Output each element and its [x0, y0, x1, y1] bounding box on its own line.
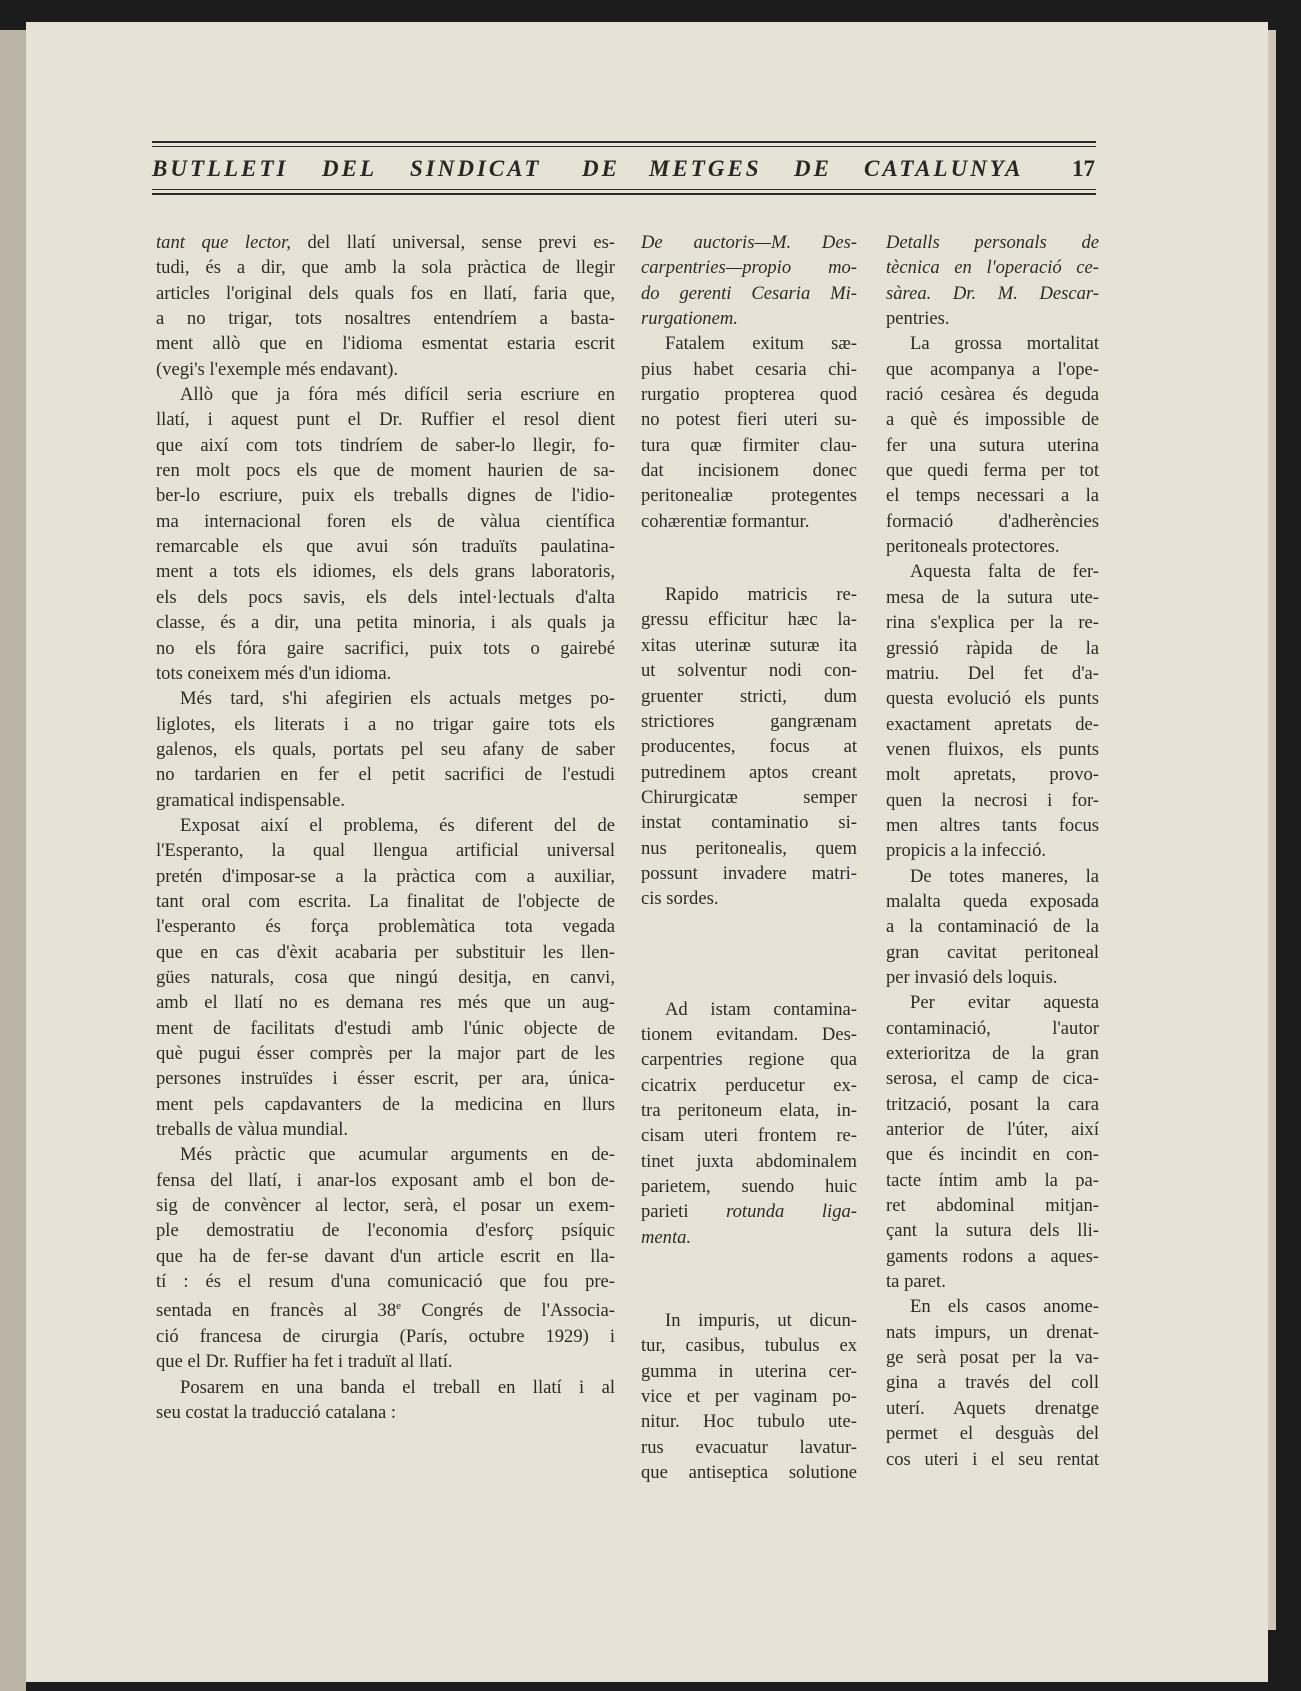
text-line: De totes maneres, la	[910, 865, 1099, 887]
text-line: gumma in uterina cer-	[641, 1360, 857, 1382]
text-line: Més pràctic que acumular arguments en de-	[180, 1144, 615, 1166]
header-word: METGES	[649, 156, 762, 181]
text-line: gressu efficitur hæc la-	[641, 609, 857, 631]
text-line: ple demostratiu de l'economia d'esforç psíquic	[156, 1220, 615, 1242]
text-line: classe, és a dir, una petita minoria, i als quals ja	[156, 612, 615, 634]
text-line: que acompanya a l'ope-	[886, 358, 1099, 380]
text-line: sàrea. Dr. M. Descar-	[886, 282, 1099, 304]
text-line: l'esperanto és força problemàtica tota vegada	[156, 916, 615, 938]
page-right-edge	[1268, 30, 1276, 1630]
text-line: a què és impossible de	[886, 409, 1099, 431]
text-line: propicis a la infecció.	[886, 840, 1047, 862]
text-line: cos uteri i el seu rentat	[886, 1448, 1099, 1470]
text-line: l'Esperanto, la qual llengua artificial universal	[156, 840, 615, 862]
header-word: BUTLLETI	[152, 156, 289, 181]
text-line: gressió ràpida de la	[886, 637, 1099, 659]
text-line: molt apretats, provo-	[886, 764, 1099, 786]
text-line: peritoneals protectores.	[886, 536, 1060, 558]
text-line: permet el desguàs del	[886, 1423, 1099, 1445]
text-line: treballs de vàlua mundial.	[156, 1119, 349, 1141]
text-line: Aquesta falta de fer-	[910, 561, 1099, 583]
text-line: trització, posant la cara	[886, 1093, 1099, 1115]
text-line: ció francesa de cirurgia (París, octubre 1929) i	[156, 1325, 615, 1347]
text-line: malalta queda exposada	[886, 890, 1099, 912]
text-line: pentries.	[886, 308, 950, 330]
text-line: que quedi ferma per tot	[886, 460, 1099, 482]
text-line: serosa, el camp de cica-	[886, 1068, 1099, 1090]
text-line: Fatalem exitum sæ-	[665, 333, 857, 355]
text-line: En els casos anome-	[910, 1296, 1099, 1318]
text-line: ber-lo escriure, puix els treballs dignes de l'idio-	[156, 485, 615, 507]
text-line: remarcable els que avui són traduïts paulatina-	[156, 536, 615, 558]
text-line: De auctoris—M. Des-	[641, 232, 857, 253]
text-line: Detalls personals de	[886, 232, 1099, 253]
text-line: què pugui ésser comprès per la major part de les	[156, 1043, 615, 1064]
text-line: do gerenti Cesaria Mi-	[641, 282, 857, 304]
text-line: ren molt pocs els que de moment haurien de sa-	[156, 460, 615, 482]
column-catalan-intro	[156, 230, 615, 1425]
text-line: instat contaminatio si-	[641, 812, 857, 834]
text-line: exactament apretats de-	[886, 713, 1099, 735]
text-line: carpentries—propio mo-	[641, 257, 857, 279]
text-line: matriu. Del fet d'a-	[886, 662, 1099, 684]
text-line: questa evolució els punts	[886, 688, 1099, 710]
text-line: tots coneixem més d'un idioma.	[156, 662, 392, 684]
text-line: tura quæ firmiter clau-	[641, 434, 857, 456]
text-line: tant que lector, del llatí universal, sense previ es-	[156, 232, 615, 253]
text-line: In impuris, ut dicun-	[665, 1310, 857, 1332]
text-line: Allò que ja fóra més difícil seria escriure en	[180, 384, 615, 406]
text-line: uterí. Aquets drenatge	[886, 1397, 1099, 1419]
text-line: que és incindit en con-	[886, 1144, 1099, 1166]
text-line: exterioritza de la gran	[886, 1043, 1099, 1064]
text-line: liglotes, els literats i a no trigar gaire tots els	[156, 713, 615, 735]
text-line: Ad istam contamina-	[665, 998, 857, 1020]
text-line: carpentries regione qua	[641, 1049, 857, 1071]
text-line: tinet juxta abdominalem	[641, 1150, 857, 1172]
text-line: ment de facilitats d'estudi amb l'únic objecte de	[156, 1017, 615, 1039]
text-line: cisam uteri frontem re-	[641, 1125, 857, 1147]
header-word: DEL	[322, 156, 377, 181]
text-line: ut solventur nodi con-	[641, 660, 857, 682]
text-line: llatí, i aquest punt el Dr. Ruffier el resol dient	[156, 409, 615, 431]
text-line: tí : és el resum d'una comunicació que fou pre-	[156, 1271, 615, 1293]
text-line: Més tard, s'hi afegirien els actuals metges po-	[180, 688, 615, 710]
text-line: Rapido matricis re-	[665, 584, 857, 606]
text-line: quen la necrosi i for-	[886, 789, 1099, 811]
text-line: producentes, focus at	[641, 736, 857, 758]
column-catalan-translation	[886, 230, 1099, 1472]
text-line: no potest fieri uteri su-	[641, 409, 857, 431]
header-word: DE	[794, 156, 832, 181]
text-line: gruenter stricti, dum	[641, 685, 857, 707]
text-line: parietem, suendo huic	[641, 1176, 857, 1197]
text-line: nats impurs, un drenat-	[886, 1321, 1099, 1343]
text-line: cohærentiæ formantur.	[641, 510, 810, 532]
text-line: Per evitar aquesta	[910, 992, 1099, 1014]
header-rule-top-1	[152, 141, 1096, 143]
text-line: tra peritoneum elata, in-	[641, 1099, 857, 1121]
text-line: amb el llatí no es demana res més que un aug-	[156, 992, 615, 1014]
text-line: el temps necessari a la	[886, 485, 1099, 507]
adjacent-page-edge	[0, 30, 26, 1691]
text-line: tudi, és a dir, que amb la sola pràctica de llegir	[156, 257, 615, 279]
text-line: gina a través del coll	[886, 1372, 1099, 1394]
text-line: Exposat així el problema, és diferent del de	[180, 814, 615, 836]
text-line: ment allò que en l'idioma esmentat estaria escrit	[156, 333, 615, 355]
text-line: ment pels capdavanters de la medicina en llurs	[156, 1093, 615, 1115]
text-line: els dels pocs savis, els dels intel·lectuals d'alta	[156, 586, 615, 608]
text-line: a la contaminació de la	[886, 916, 1099, 938]
text-line: rina s'explica per la re-	[886, 612, 1099, 634]
header-rule-bottom-1	[152, 189, 1096, 190]
header-word: SINDICAT	[410, 156, 542, 181]
text-line: nitur. Hoc tubulo ute-	[641, 1411, 857, 1433]
text-line: nus peritonealis, quem	[641, 837, 857, 859]
text-line: tacte íntim amb la pa-	[886, 1169, 1099, 1191]
header-word: DE	[582, 156, 620, 181]
text-line: venen fluixos, els punts	[886, 738, 1099, 760]
text-line: mesa de la sutura ute-	[886, 586, 1099, 608]
text-line: gües naturals, cosa que ningú desitja, en canvi,	[156, 966, 615, 988]
text-line: Chirurgicatæ semper	[641, 786, 857, 808]
text-line: ge serà posat per la va-	[886, 1347, 1099, 1369]
text-line: (vegi's l'exemple més endavant).	[156, 358, 399, 380]
page-number: 17	[1072, 156, 1095, 181]
text-line: que antiseptica solutione	[641, 1462, 857, 1484]
text-line: no els fóra gaire sacrifici, puix tots o gairebé	[156, 637, 615, 659]
text-line: peritonealiæ protegentes	[641, 485, 857, 507]
text-line: formació d'adherències	[886, 510, 1099, 532]
text-line: sentada en francès al 38e Congrés de l'Associa-	[156, 1300, 615, 1322]
text-line: ta paret.	[886, 1271, 946, 1293]
text-line: çant la sutura dels lli-	[886, 1220, 1099, 1242]
text-line: anterior de l'úter, així	[886, 1119, 1099, 1141]
text-line: fensa del llatí, i anar-los exposant amb el bon de-	[156, 1169, 615, 1191]
text-line: tant oral com escrita. La finalitat de l'objecte de	[156, 890, 615, 912]
column-latin-text	[641, 230, 857, 1485]
text-line: dat incisionem donec	[641, 460, 857, 482]
header-word: CATALUNYA	[864, 156, 1024, 181]
text-line: que el Dr. Ruffier ha fet i traduït al llatí.	[156, 1351, 453, 1373]
text-line: vice et per vaginam po-	[641, 1386, 857, 1408]
text-line: tur, casibus, tubulus ex	[641, 1335, 857, 1357]
text-line: gramatical indispensable.	[156, 789, 345, 811]
text-line: La grossa mortalitat	[910, 333, 1099, 355]
text-line: rurgatio propterea quod	[641, 384, 857, 406]
text-line: ma internacional foren els de vàlua científica	[156, 510, 615, 532]
text-line: gaments rodons a aques-	[886, 1245, 1099, 1267]
text-line: fer una sutura uterina	[886, 434, 1099, 456]
text-line: pius habet cesaria chi-	[641, 358, 857, 380]
text-line: menta.	[641, 1226, 692, 1248]
text-line: sig de convèncer al lector, serà, el posar un exem-	[156, 1195, 615, 1217]
text-line: seu costat la traducció catalana :	[156, 1402, 397, 1423]
text-line: strictiores gangrænam	[641, 710, 857, 732]
text-line: galenos, els quals, portats pel seu afany de saber	[156, 738, 615, 760]
text-line: que així com tots tindríem de saber-lo llegir, fo-	[156, 434, 615, 456]
text-line: Posarem en una banda el treball en llatí i al	[180, 1376, 615, 1398]
text-line: xitas uterinæ suturæ ita	[641, 634, 857, 656]
text-line: pretén d'imposar-se a la pràctica com a auxiliar,	[156, 865, 615, 887]
text-line: tècnica en l'operació ce-	[886, 257, 1099, 279]
text-line: parieti rotunda liga-	[641, 1201, 858, 1223]
text-line: per invasió dels loquis.	[886, 966, 1058, 988]
text-line: cicatrix perducetur ex-	[641, 1074, 857, 1096]
text-line: gran cavitat peritoneal	[886, 941, 1099, 963]
text-line: ració cesàrea és deguda	[886, 384, 1099, 406]
text-line: ret abdominal mitjan-	[886, 1195, 1099, 1217]
text-line: men altres tants focus	[886, 814, 1099, 836]
text-line: persones instruïdes i ésser escrit, per ara, única-	[156, 1068, 615, 1090]
text-line: que en cas d'èxit acabaria per substituir les llen-	[156, 941, 615, 963]
text-line: cis sordes.	[641, 888, 719, 910]
text-line: possunt invadere matri-	[641, 862, 857, 884]
text-line: putredinem aptos creant	[641, 761, 857, 783]
running-header	[152, 156, 1097, 184]
header-rule-bottom-2	[152, 193, 1096, 195]
text-line: a no trigar, tots nosaltres entendríem a basta-	[156, 308, 615, 330]
text-line: rus evacuatur lavatur-	[641, 1436, 857, 1458]
header-rule-top-2	[152, 146, 1096, 147]
text-line: tionem evitandam. Des-	[641, 1023, 857, 1045]
text-line: no tardarien en fer el petit sacrifici de l'estudi	[156, 764, 615, 786]
text-line: articles l'original dels quals fos en llatí, faria que,	[156, 282, 615, 304]
text-line: rurgationem.	[641, 308, 738, 330]
text-line: contaminació, l'autor	[886, 1017, 1099, 1039]
text-line: ment a tots els idiomes, els dels grans laboratoris,	[156, 561, 615, 583]
text-line: que ha de fer-se davant d'un article escrit en lla-	[156, 1245, 615, 1267]
